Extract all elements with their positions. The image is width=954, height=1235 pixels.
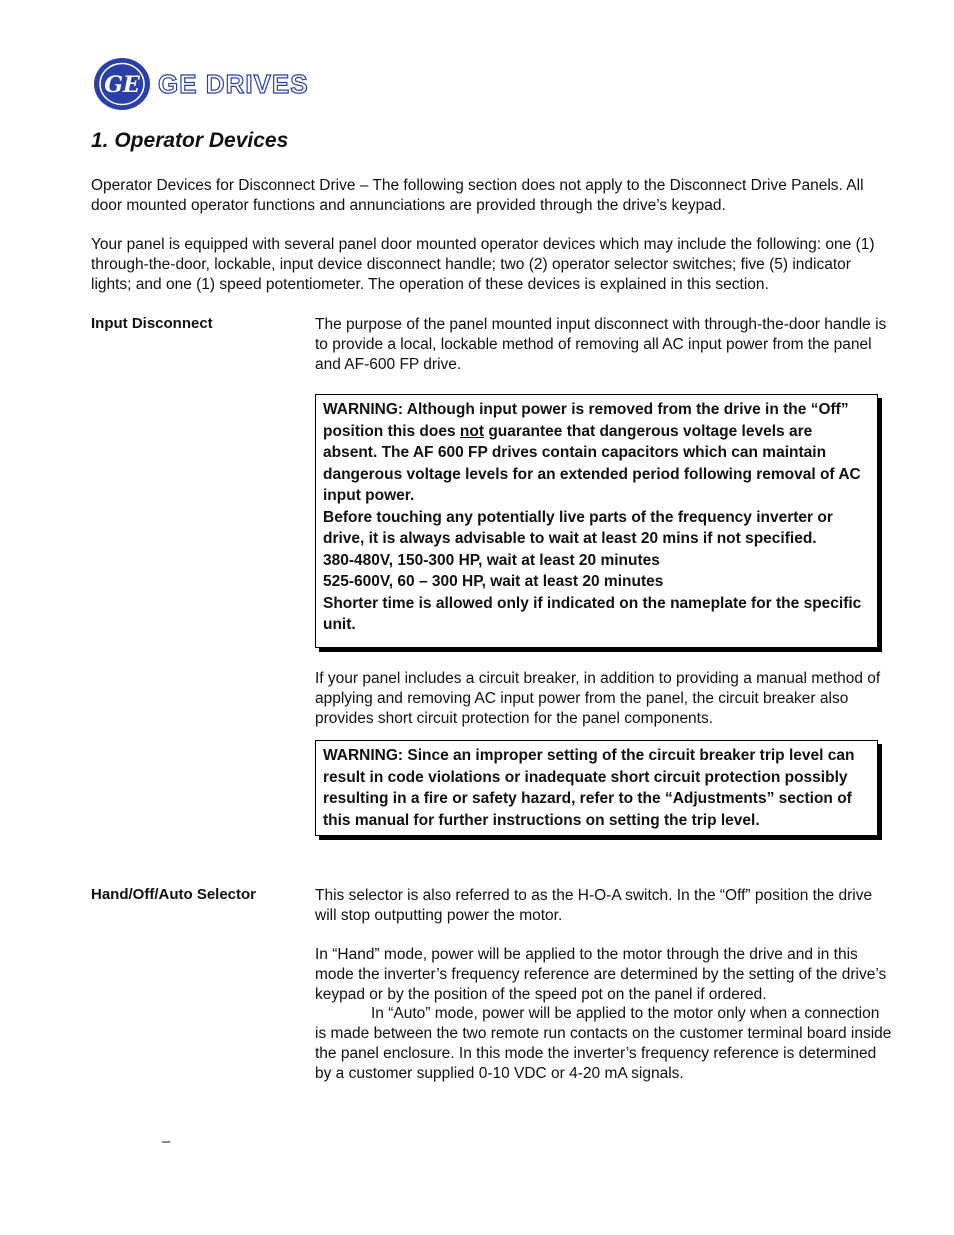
ge-drives-logo [92, 56, 309, 112]
hoa-paragraph-2 [315, 945, 893, 1084]
intro-paragraph-2: Your panel is equipped with several panel door mounted operator devices which may include the following: one (1) through-the-door, lockable, input device disconnect handle; two (2) operator selector switches; five (5) indicator lights; and one (1) speed potentiometer. The operation of these devices is explained in this section. [91, 236, 875, 293]
circuit-breaker-text: If your panel includes a circuit breaker, in addition to providing a manual method of applying and removing AC input power from the panel, the circuit breaker also provides short circuit protection for the panel components. [315, 670, 881, 727]
input-disconnect-text: The purpose of the panel mounted input disconnect with through-the-door handle is to provide a local, lockable method of removing all AC input power from the panel and AF-600 FP drive. [315, 316, 887, 373]
logo-wordmark: GE DRIVES [158, 68, 309, 99]
section-heading: 1. Operator Devices [91, 129, 289, 152]
warning-line-4: 525-600V, 60 – 300 HP, wait at least 20 minutes [323, 573, 664, 590]
warning-line-1-end: guarantee that dangerous voltage levels are absent. The AF 600 FP drives contain capacitors which can maintain dangerous voltage levels for an extended period following removal of AC input power. [323, 422, 861, 504]
circuit-breaker-warning-text: WARNING: Since an improper setting of the circuit breaker trip level can result in code violations or inadequate short circuit protection possibly resulting in a fire or safety hazard, refer to the “Adjustments” section of this manual for further instructions on setting the trip level. [323, 747, 855, 829]
intro-paragraph-1: Operator Devices for Disconnect Drive – The following section does not apply to the Disconnect Drive Panels. All door mounted operator functions and annunciations are provided through the drive’s keypad. [91, 177, 864, 214]
warning-line-1 [323, 399, 869, 507]
input-disconnect-label: Input Disconnect [91, 315, 213, 332]
warning-line-5: Shorter time is allowed only if indicated on the nameplate for the specific unit. [323, 594, 862, 633]
ge-monogram-icon [92, 56, 152, 112]
voltage-warning-box [315, 394, 878, 648]
hoa-auto-mode-text: In “Auto” mode, power will be applied to the motor only when a connection is made between the two remote run contacts on the customer terminal board inside the panel enclosure. In this mode the inverter’s frequency reference is determined by a customer supplied 0-10 VDC or 4-20 mA signals. [315, 1005, 892, 1082]
circuit-breaker-warning-box [315, 740, 878, 836]
hoa-hand-mode-text: In “Hand” mode, power will be applied to the motor through the drive and in this mode the inverter’s frequency reference are determined by the setting of the drive’s keypad or by the position of the speed pot on the panel if ordered. [315, 946, 887, 1003]
hoa-selector-label: Hand/Off/Auto Selector [91, 886, 257, 903]
logo-monogram: GE [104, 72, 140, 98]
warning-line-3: 380-480V, 150-300 HP, wait at least 20 minutes [323, 551, 660, 569]
warning-line-1-start: WARNING: Although input power is removed from the drive in the “Off” position this does [323, 401, 849, 440]
footer-mark: – [162, 1133, 171, 1150]
warning-not-underlined: not [459, 422, 485, 440]
hoa-paragraph-1: This selector is also referred to as the H-O-A switch. In the “Off” position the drive will stop outputting power the motor. [315, 887, 873, 924]
warning-line-2: Before touching any potentially live parts of the frequency inverter or drive, it is always advisable to wait at least 20 mins if not specified. [323, 508, 833, 547]
